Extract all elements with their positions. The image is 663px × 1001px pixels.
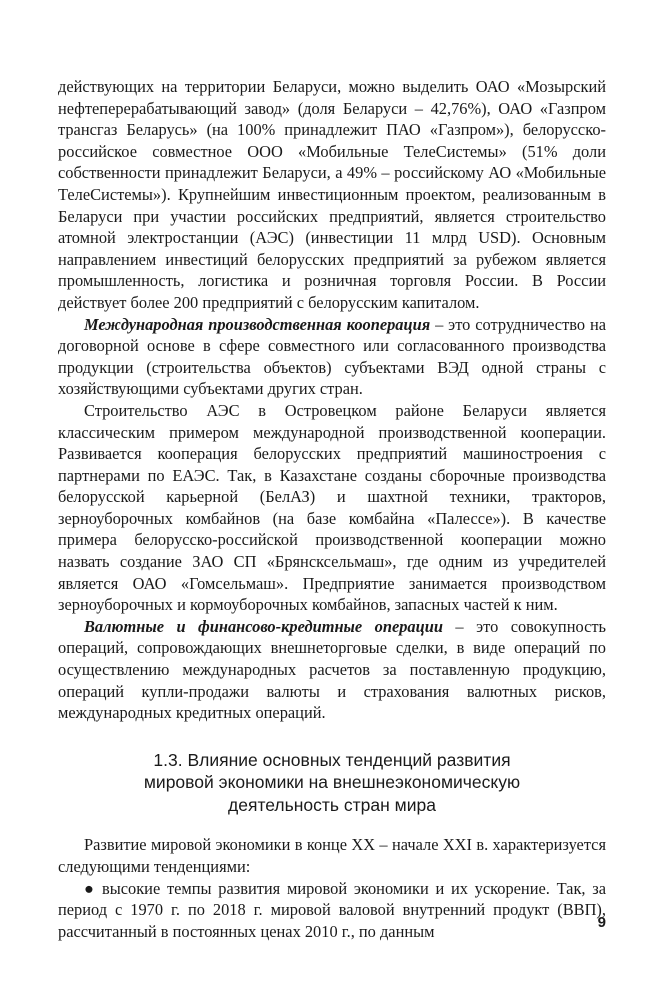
- bullet-icon: ●: [84, 878, 94, 898]
- definition-currency-operations: – это совокупность операций, сопровождающих внешнеторговые сделки, в виде операций по осуществлению международных расчетов за поставленную продукцию, операций купли-продажи валюты и страхования валютных рисков, международных кредитных операций.: [58, 616, 606, 723]
- list-item: [58, 878, 606, 943]
- term-production-cooperation: Международная производственная кооперация: [84, 314, 431, 334]
- paragraph-investment: действующих на территории Беларуси, можно выделить ОАО «Мозырский нефтеперерабатывающий завод» (доля Беларуси – 42,76%), ОАО «Газпром трансгаз Беларусь» (на 100% принадлежит ПАО «Газпром»), белорусско-российское совместное ООО «Мобильные ТелеСистемы» (51% доли собственности принадлежит Беларуси, а 49% – российскому АО «Мобильные ТелеСистемы»). Крупнейшим инвестиционным проектом, реализованным в Беларуси при участии российских предприятий, является строительство атомной электростанции (АЭС) (инвестиции 11 млрд USD). Основным направлением инвестиций белорусских предприятий за рубежом является промышленность, логистика и розничная торговля России. В России действует более 200 предприятий с белорусским капиталом.: [58, 77, 606, 312]
- section-heading-line-1: 1.3. Влияние основных тенденций развития: [153, 749, 511, 770]
- section-heading-line-2: мировой экономики на внешнеэкономическую: [143, 772, 521, 793]
- term-currency-operations: Валютные и финансово-кредитные операции: [84, 616, 443, 636]
- paragraph-production-cooperation: [58, 314, 606, 400]
- definition-production-cooperation: – это сотрудничество на договорной основе в сфере совместного или согласованного производства продукции (строительства объектов) субъектами ВЭД одной страны с хозяйствующими субъектами других стран.: [58, 314, 607, 399]
- list-item-text: высокие темпы развития мировой экономики и их ускорение. Так, за период с 1970 г. по 2018 г. мировой валовой внутренний продукт (ВВП), рассчитанный в постоянных ценах 2010 г., по данным: [58, 878, 606, 941]
- paragraph-cooperation-examples: Строительство АЭС в Островецком районе Беларуси является классическим примером международной производственной кооперации. Развивается кооперация белорусских предприятий машиностроения с партнерами по ЕАЭС. Так, в Казахстане созданы сборочные производства белорусской карьерной (БелАЗ) и шахтной техники, тракторов, зерноуборочных комбайнов (на базе комбайна «Палессе»). В качестве примера белорусско-российской производственной кооперации можно назвать создание ЗАО СП «Брянсксельмаш», где одним из учредителей является ОАО «Гомсельмаш». Предприятие занимается производством зерноуборочных и кормоуборочных комбайнов, запасных частей к ним.: [58, 400, 606, 615]
- section-heading: [58, 749, 606, 817]
- paragraph-trends-intro: Развитие мировой экономики в конце XX – начале XXI в. характеризуется следующими тенденциями:: [58, 835, 606, 876]
- paragraph-currency-operations: [58, 616, 606, 724]
- section-heading-line-3: деятельность стран мира: [228, 794, 436, 815]
- page-number: 9: [597, 914, 606, 931]
- page-body: [58, 76, 606, 942]
